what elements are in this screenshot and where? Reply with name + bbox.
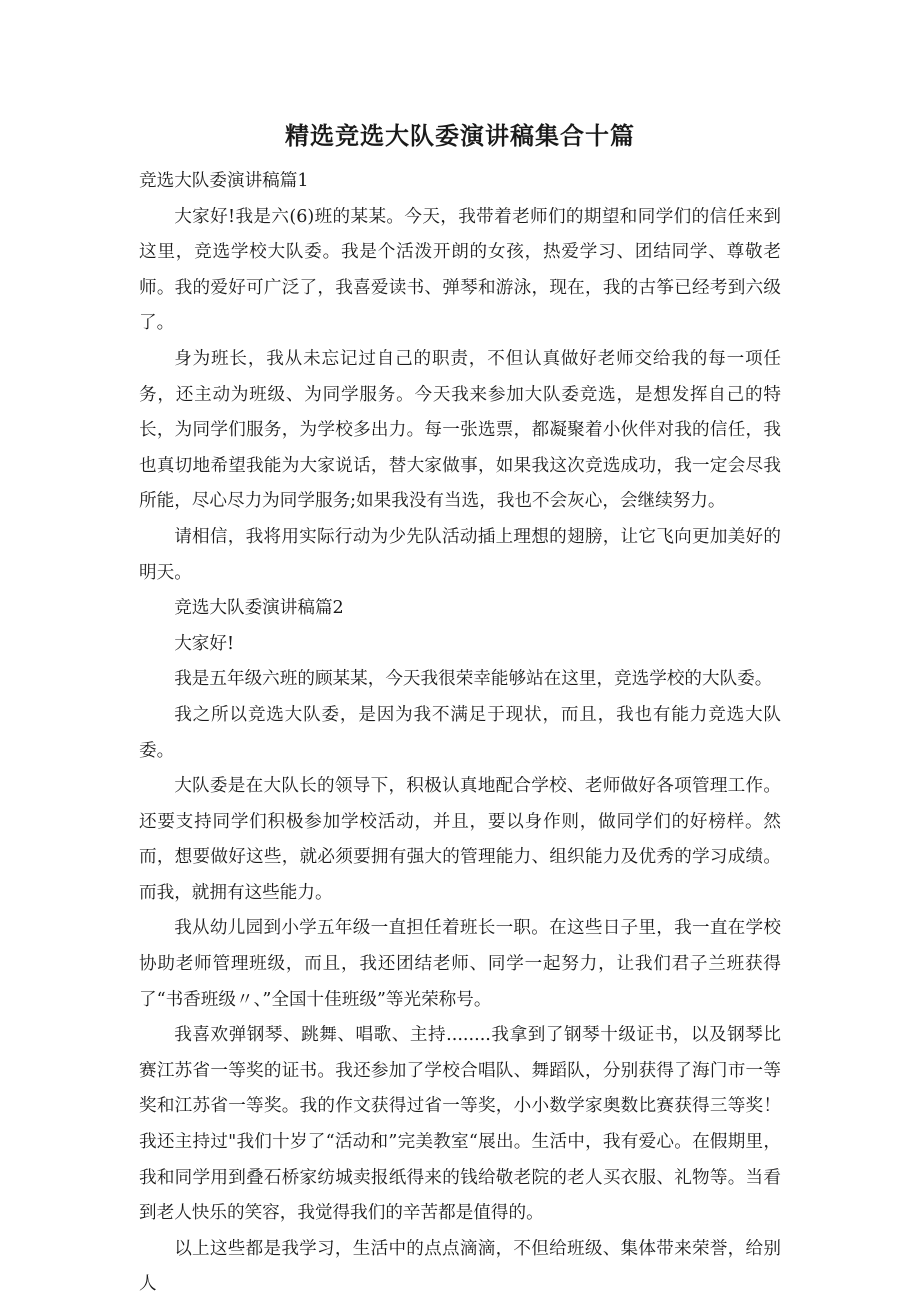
document-body (139, 164, 781, 1303)
paragraph: 请相信，我将用实际行动为少先队活动插上理想的翅膀，让它飞向更加美好的明天。 (139, 526, 781, 583)
paragraph: 我是五年级六班的顾某某，今天我很荣幸能够站在这里，竞选学校的大队委。 (174, 669, 773, 690)
paragraph: 我喜欢弹钢琴、跳舞、唱歌、主持........我拿到了钢琴十级证书，以及钢琴比赛江苏省一等奖的证书。我还参加了学校合唱队、舞蹈队，分别获得了海门市一等奖和江苏省一等奖。我的作文获得过省一等奖，小小数学家奥数比赛获得三等奖！我还主持过"我们十岁了“活动和”完美教室“展出。生活中，我有爱心。在假期里，我和同学用到叠石桥家纺城卖报纸得来的钱给敬老院的老人买衣服、礼物等。当看到老人快乐的笑容，我觉得我们的辛苦都是值得的。 (139, 1025, 781, 1224)
paragraph: 大家好! (174, 633, 235, 654)
paragraph: 我从幼儿园到小学五年级一直担任着班长一职。在这些日子里，我一直在学校协助老师管理班级，而且，我还团结老师、同学一起努力，让我们君子兰班获得了“书香班级〃、”全国十佳班级”等光荣称号。 (139, 918, 781, 1010)
paragraph: 以上这些都是我学习，生活中的点点滴滴，不但给班级、集体带来荣誉，给别人 (139, 1238, 781, 1295)
document-title: 精选竞选大队委演讲稿集合十篇 (285, 122, 635, 150)
paragraph: 我之所以竞选大队委，是因为我不满足于现状，而且，我也有能力竞选大队委。 (139, 704, 781, 761)
paragraph: 身为班长，我从未忘记过自己的职责，不但认真做好老师交给我的每一项任务，还主动为班级、为同学服务。今天我来参加大队委竞选，是想发挥自己的特长，为同学们服务，为学校多出力。每一张选票，都凝聚着小伙伴对我的信任，我也真切地希望我能为大家说话，替大家做事，如果我这次竞选成功，我一定会尽我所能，尽心尽力为同学服务;如果我没有当选，我也不会灰心，会继续努力。 (139, 348, 781, 512)
paragraph: 大队委是在大队长的领导下，积极认真地配合学校、老师做好各项管理工作。还要支持同学们积极参加学校活动，并且，要以身作则，做同学们的好榜样。然而，想要做好这些，就必须要拥有强大的管理能力、组织能力及优秀的学习成绩。而我，就拥有这些能力。 (139, 776, 781, 903)
section-heading-1: 竞选大队委演讲稿篇1 (139, 171, 309, 191)
section-heading-2: 竞选大队委演讲稿篇2 (174, 598, 344, 619)
paragraph: 大家好!我是六(6)班的某某。今天，我带着老师们的期望和同学们的信任来到这里，竞选学校大队委。我是个活泼开朗的女孩，热爱学习、团结同学、尊敬老师。我的爱好可广泛了，我喜爱读书、弹琴和游泳，现在，我的古筝已经考到六级了。 (139, 206, 781, 334)
